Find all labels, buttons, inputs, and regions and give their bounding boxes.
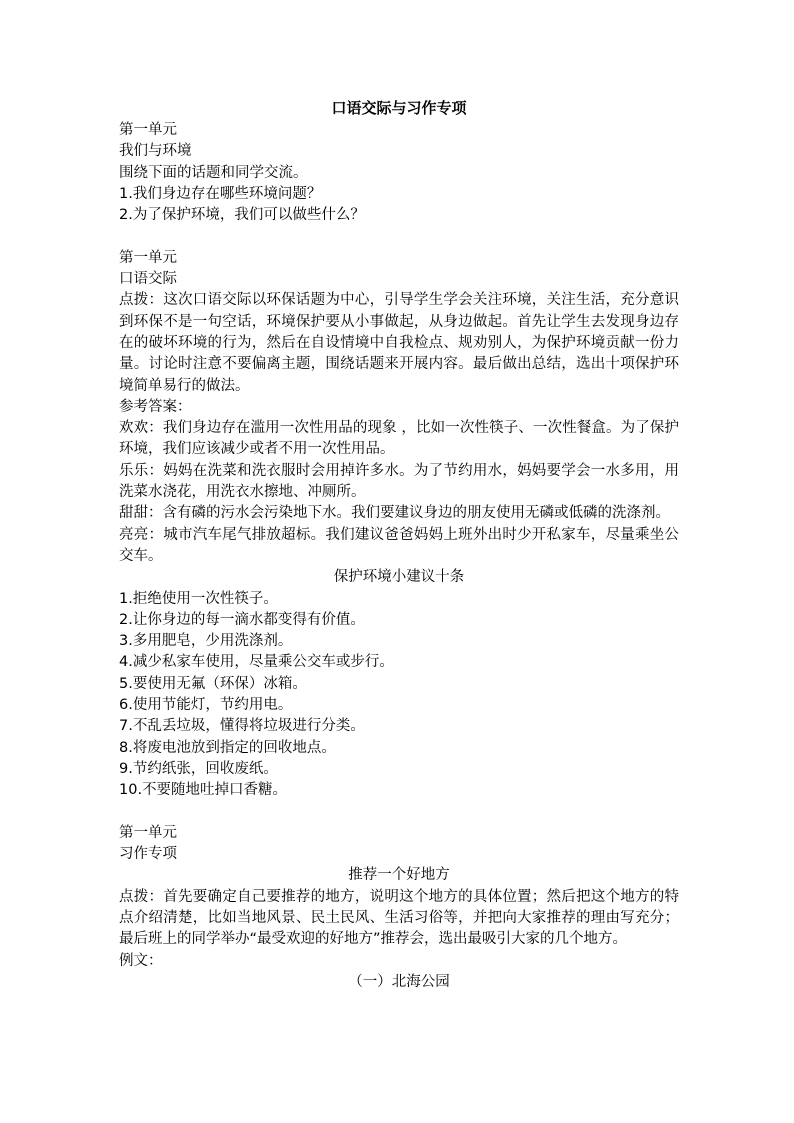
section-heading: 习作专项 [119, 846, 177, 863]
list-item: 5.要使用无氟（环保）冰箱。 [119, 675, 307, 692]
answer-paragraph: 乐乐：妈妈在洗菜和洗衣服时会用掉许多水。为了节约用水，妈妈要学会一水多用，用洗菜水浇花，用洗衣水擦地、冲厕所。 [119, 462, 679, 501]
document-title: 口语交际与习作专项 [331, 99, 467, 117]
list-item: 8.将废电池放到指定的回收地点。 [119, 739, 336, 756]
example-title: （一）北海公园 [348, 973, 450, 990]
topic-heading: 我们与环境 [119, 143, 192, 160]
answer-paragraph: 欢欢：我们身边存在滥用一次性用品的现象 ，比如一次性筷子、一次性餐盒。为了保护环境，我们应该减少或者不用一次性用品。 [119, 420, 679, 458]
unit-heading: 第一单元 [119, 249, 177, 266]
unit-heading: 第一单元 [119, 122, 177, 138]
question-2: 2.为了保护环境，我们可以做些什么？ [119, 207, 365, 224]
section-heading: 口语交际 [119, 271, 177, 288]
list-item: 2.让你身边的每一滴水都变得有价值。 [119, 611, 365, 628]
list-item: 10.不要随地吐掉口香糖。 [119, 782, 288, 799]
tip-paragraph: 点拨：首先要确定自己要推荐的地方，说明这个地方的具体位置；然后把这个地方的特点介绍清楚，比如当地风景、民土民风、生活习俗等，并把向大家推荐的理由写充分；最后班上的同学举办“最受欢迎的好地方”推荐会，选出最吸引大家的几个地方。 [119, 888, 679, 948]
answer-label: 参考答案： [119, 398, 192, 415]
list-item: 3.多用肥皂，少用洗涤剂。 [119, 633, 293, 650]
list-item: 6.使用节能灯，节约用电。 [119, 697, 293, 714]
topic-intro: 围绕下面的话题和同学交流。 [119, 164, 308, 181]
essay-title: 推荐一个好地方 [348, 867, 450, 884]
list-title: 保护环境小建议十条 [333, 569, 465, 586]
list-item: 4.减少私家车使用，尽量乘公交车或步行。 [119, 654, 394, 671]
blank-line [119, 226, 679, 247]
document-body [119, 96, 679, 993]
unit-heading: 第一单元 [119, 824, 177, 841]
blank-line [119, 802, 679, 823]
question-1: 1.我们身边存在哪些环境问题？ [119, 185, 322, 202]
answer-paragraph: 甜甜：含有磷的污水会污染地下水。我们要建议身边的朋友使用无磷或低磷的洗涤剂。 [119, 505, 670, 522]
example-label: 例文： [119, 952, 163, 969]
list-item: 9.节约纸张，回收废纸。 [119, 760, 278, 777]
answer-paragraph: 亮亮：城市汽车尾气排放超标。我们建议爸爸妈妈上班外出时少开私家车，尽量乘坐公交车。 [119, 526, 679, 564]
tip-paragraph: 点拨：这次口语交际以环保话题为中心，引导学生学会关注环境，关注生活，充分意识到环保不是一句空话，环境保护要从小事做起，从身边做起。首先让学生去发现身边存在的破坏环境的行为，然后在自设情境中自我检点、规劝别人，为保护环境贡献一份力量。讨论时注意不要偏离主题，围绕话题来开展内容。最后做出总结，选出十项保护环境简单易行的做法。 [119, 292, 679, 394]
list-item: 1.拒绝使用一次性筷子。 [119, 590, 278, 607]
list-item: 7.不乱丢垃圾，懂得将垃圾进行分类。 [119, 718, 365, 735]
